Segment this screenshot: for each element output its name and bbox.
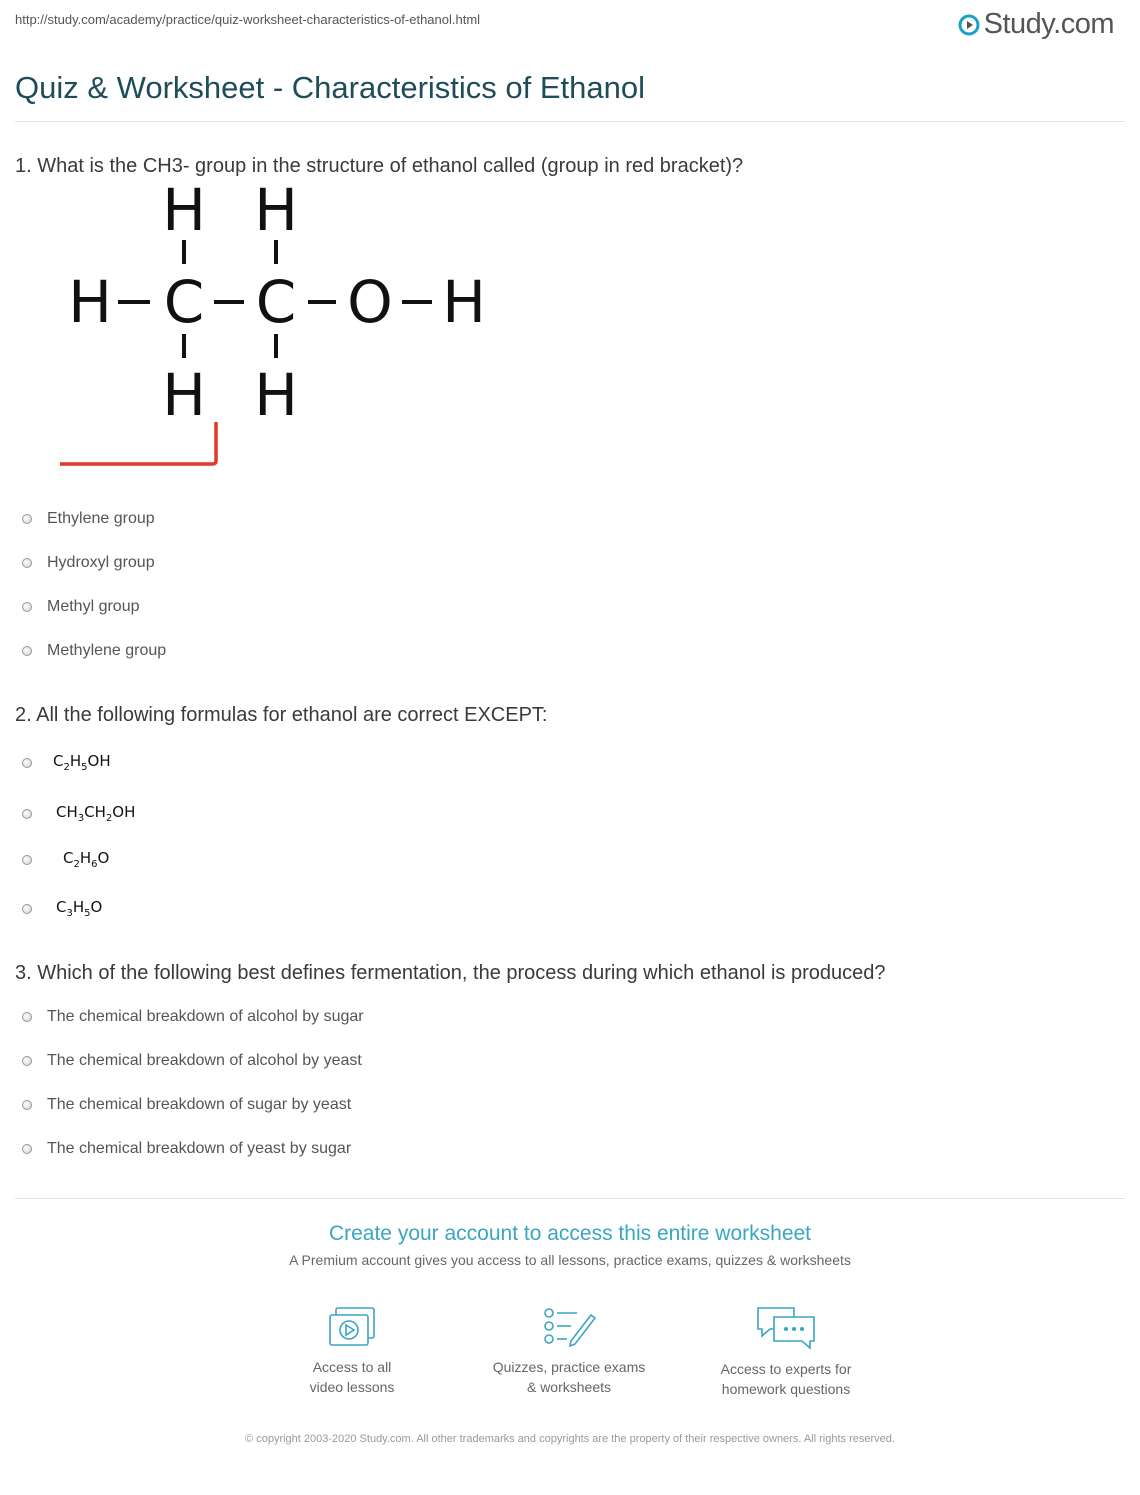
atom-h-left: H — [68, 268, 112, 336]
logo-text: Study.com — [983, 8, 1114, 40]
q1-option-1[interactable] — [22, 510, 155, 528]
radio-button[interactable] — [22, 646, 32, 656]
ethanol-structure-diagram — [60, 180, 500, 470]
copyright: © copyright 2003-2020 Study.com. All other trademarks and copyrights are the property of their respective owners. All rights reserved. — [245, 1433, 895, 1445]
q2-option-1[interactable] — [22, 752, 111, 773]
radio-button[interactable] — [22, 904, 32, 914]
video-lesson-icon — [327, 1305, 377, 1349]
play-circle-icon — [958, 14, 980, 36]
radio-button[interactable] — [22, 1056, 32, 1066]
radio-button[interactable] — [22, 514, 32, 524]
atom-h-top-1: H — [162, 180, 206, 244]
atom-o: O — [347, 268, 393, 336]
radio-button[interactable] — [22, 758, 32, 768]
feature-line-1: Quizzes, practice exams — [492, 1359, 646, 1375]
question-1-prompt: 1. What is the CH3- group in the structure of ethanol called (group in red bracket)? — [15, 155, 744, 177]
atom-c-2: C — [255, 268, 297, 336]
option-label: Ethylene group — [47, 510, 155, 527]
radio-button[interactable] — [22, 809, 32, 819]
feature-line-1: Access to all — [312, 1359, 392, 1375]
atom-h-top-2: H — [254, 180, 298, 244]
feature-line-2: video lessons — [309, 1379, 395, 1395]
question-3-prompt: 3. Which of the following best defines fermentation, the process during which ethanol is produced? — [15, 962, 886, 984]
radio-button[interactable] — [22, 1012, 32, 1022]
divider — [15, 1198, 1125, 1199]
q1-option-3[interactable] — [22, 598, 140, 616]
cta-subtitle: A Premium account gives you access to all lessons, practice exams, quizzes & worksheets — [289, 1252, 851, 1268]
page-url[interactable]: http://study.com/academy/practice/quiz-worksheet-characteristics-of-ethanol.html — [15, 12, 481, 27]
quiz-checklist-icon — [541, 1305, 597, 1349]
atom-h-bottom-2: H — [254, 361, 298, 429]
page-title: Quiz & Worksheet - Characteristics of Ethanol — [15, 70, 646, 105]
feature-line-2: homework questions — [721, 1381, 851, 1397]
radio-button[interactable] — [22, 1144, 32, 1154]
q3-option-4[interactable] — [22, 1140, 351, 1158]
option-label: Methylene group — [47, 642, 167, 659]
q2-option-2[interactable] — [22, 803, 135, 824]
q3-option-3[interactable] — [22, 1096, 351, 1114]
option-label: The chemical breakdown of alcohol by sugar — [47, 1008, 364, 1025]
atom-h-right: H — [442, 268, 486, 336]
question-2-prompt: 2. All the following formulas for ethanol are correct EXCEPT: — [15, 704, 548, 726]
radio-button[interactable] — [22, 1100, 32, 1110]
option-label: The chemical breakdown of alcohol by yeast — [47, 1052, 362, 1069]
q3-option-2[interactable] — [22, 1052, 362, 1070]
formula-label: $CH_3CH_2OH$ — [56, 803, 136, 824]
study-logo[interactable] — [958, 8, 1114, 41]
feature-line-2: & worksheets — [526, 1379, 612, 1395]
feature-video-lessons — [252, 1305, 452, 1397]
option-label: Hydroxyl group — [47, 554, 155, 571]
formula-label: $C_3H_5O$ — [56, 898, 103, 919]
feature-quizzes — [469, 1305, 669, 1397]
create-account-link[interactable]: Create your account to access this entire worksheet — [328, 1222, 812, 1245]
formula-label: $C_2H_5OH$ — [53, 752, 111, 773]
q2-option-3[interactable] — [22, 849, 109, 870]
radio-button[interactable] — [22, 602, 32, 612]
option-label: The chemical breakdown of yeast by sugar — [47, 1140, 352, 1157]
radio-button[interactable] — [22, 558, 32, 568]
feature-line-1: Access to experts for — [720, 1361, 852, 1377]
chat-bubbles-icon — [754, 1305, 818, 1351]
q1-option-2[interactable] — [22, 554, 155, 572]
feature-experts — [686, 1305, 886, 1399]
atom-h-bottom-1: H — [162, 361, 206, 429]
divider — [15, 121, 1125, 122]
q3-option-1[interactable] — [22, 1008, 364, 1026]
q2-option-4[interactable] — [22, 898, 102, 919]
formula-label: $C_2H_6O$ — [63, 849, 110, 870]
option-label: The chemical breakdown of sugar by yeast — [47, 1096, 352, 1113]
q1-option-4[interactable] — [22, 642, 166, 660]
option-label: Methyl group — [47, 598, 140, 615]
radio-button[interactable] — [22, 855, 32, 865]
atom-c-1: C — [163, 268, 205, 336]
